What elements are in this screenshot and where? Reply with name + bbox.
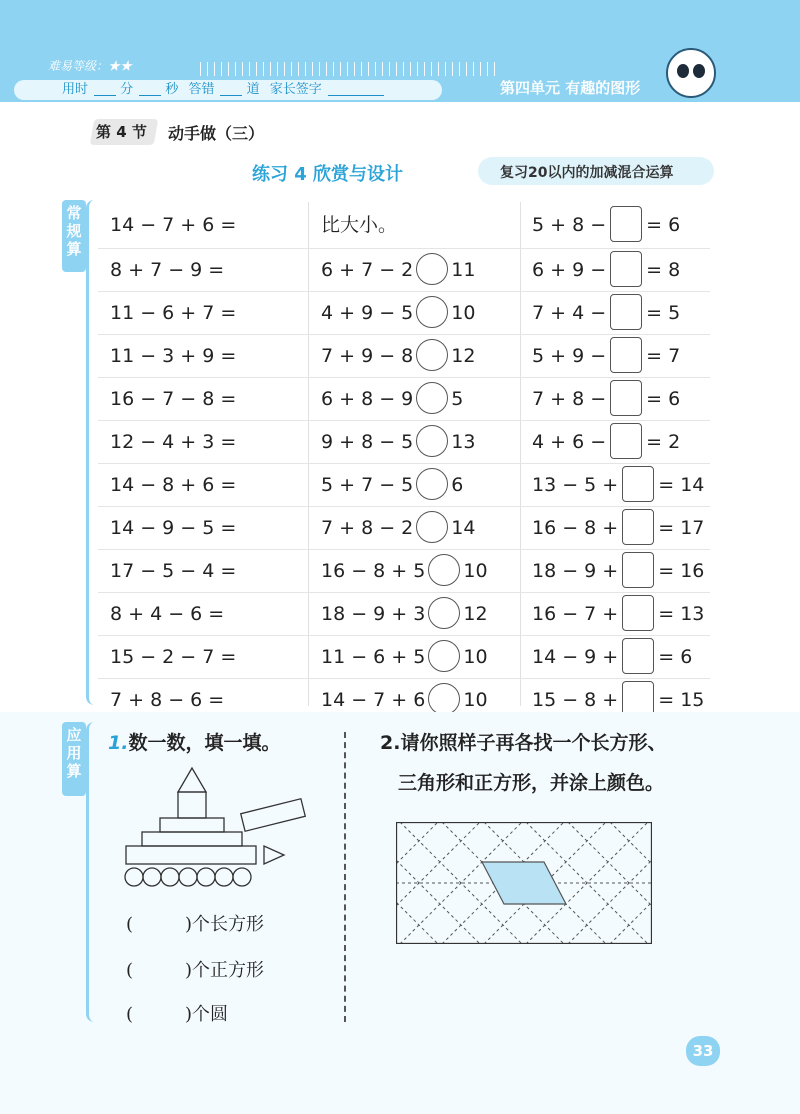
- tank-wheel: [161, 868, 179, 886]
- tank-wheel: [143, 868, 161, 886]
- tangram-grid[interactable]: [396, 822, 652, 944]
- question-1-number: 1.: [108, 732, 129, 754]
- compare-right: 12: [451, 345, 476, 367]
- count-open: (: [126, 914, 134, 935]
- wrong-blank[interactable]: [220, 83, 242, 96]
- count-circles[interactable]: [126, 1000, 228, 1026]
- fill-right: = 17: [658, 517, 705, 539]
- compare-right: 10: [463, 646, 488, 668]
- compare-left: 6 + 7 − 2: [321, 259, 414, 281]
- compare-left: 7 + 8 − 2: [321, 517, 414, 539]
- applied-char: 用: [66, 744, 82, 762]
- seconds-label: 秒: [165, 82, 179, 97]
- fill-left: 7 + 8 −: [532, 388, 607, 410]
- compare-left: 4 + 9 − 5: [321, 302, 414, 324]
- exercise-title: 练习 4 欣赏与设计: [252, 164, 404, 185]
- tank-rect: [142, 832, 242, 846]
- fill-left: 6 + 9 −: [532, 259, 607, 281]
- fill-right: = 15: [658, 689, 705, 711]
- table-row: [98, 464, 710, 507]
- tank-wheel: [233, 868, 251, 886]
- fill-left: 5 + 8 −: [532, 214, 607, 236]
- routine-char: 算: [66, 240, 82, 258]
- answer-box[interactable]: [610, 380, 642, 416]
- question-2-line2: 三角形和正方形，并涂上颜色。: [398, 772, 665, 794]
- minutes-label: 分: [120, 82, 134, 97]
- answer-box[interactable]: [622, 466, 654, 502]
- fill-left: 16 − 8 +: [532, 517, 619, 539]
- count-rectangles[interactable]: [126, 910, 264, 936]
- compare-left: 14 − 7 + 6: [321, 689, 426, 711]
- addsub-problem: 11 − 3 + 9 =: [110, 345, 237, 367]
- fill-left: 16 − 7 +: [532, 603, 619, 625]
- signature-label: 家长签字: [269, 82, 322, 97]
- compare-circle[interactable]: [416, 253, 448, 285]
- fill-box-problem: [532, 249, 680, 291]
- addsub-problem: 11 − 6 + 7 =: [110, 302, 237, 324]
- compare-circle[interactable]: [416, 339, 448, 371]
- compare-right: 12: [463, 603, 488, 625]
- fill-right: = 6: [658, 646, 693, 668]
- fill-box-problem: [532, 292, 680, 334]
- fill-box-problem: [532, 507, 704, 549]
- tank-rect: [126, 846, 256, 864]
- section-name: 动手做（三）: [168, 124, 265, 143]
- table-row: [98, 507, 710, 550]
- count-open: (: [126, 1004, 134, 1025]
- table-row: [98, 421, 710, 464]
- page-number: 33: [686, 1036, 720, 1066]
- question-1-text: 数一数，填一填。: [128, 732, 281, 754]
- answer-box[interactable]: [610, 423, 642, 459]
- compare-right: 10: [463, 560, 488, 582]
- fill-right: = 13: [658, 603, 705, 625]
- seconds-blank[interactable]: [139, 83, 161, 96]
- tank-wheel: [125, 868, 143, 886]
- compare-right: 14: [451, 517, 476, 539]
- tank-triangle-side: [264, 846, 284, 864]
- table-row: [98, 593, 710, 636]
- fill-left: 15 − 8 +: [532, 689, 619, 711]
- compare-problem: [321, 464, 463, 506]
- routine-label: [62, 200, 86, 272]
- fill-box-problem: [532, 421, 680, 463]
- calc-table: [98, 202, 710, 722]
- answer-box[interactable]: [622, 638, 654, 674]
- fill-right: = 5: [646, 302, 681, 324]
- fill-left: 5 + 9 −: [532, 345, 607, 367]
- fill-right: = 14: [658, 474, 705, 496]
- difficulty-level: 难易等级：★★: [48, 59, 133, 73]
- tank-wheel: [179, 868, 197, 886]
- fill-left: 13 − 5 +: [532, 474, 619, 496]
- compare-problem: [321, 292, 475, 334]
- count-open: (: [126, 960, 134, 981]
- compare-circle[interactable]: [416, 296, 448, 328]
- question-1: [108, 728, 280, 755]
- applied-char: 应: [66, 726, 82, 744]
- section-number: 第 4 节: [96, 123, 147, 141]
- fill-right: = 8: [646, 259, 681, 281]
- compare-circle[interactable]: [416, 382, 448, 414]
- compare-problem: [321, 421, 475, 463]
- tank-wheel: [215, 868, 233, 886]
- applied-bracket: [86, 722, 99, 1022]
- mascot-icon: [666, 48, 716, 98]
- questions-label: 道: [246, 82, 260, 97]
- fill-box-problem: [532, 335, 680, 377]
- signature-blank[interactable]: [328, 83, 384, 96]
- ruler-decoration: [200, 62, 500, 76]
- compare-circle[interactable]: [428, 554, 460, 586]
- tank-triangle-top: [178, 768, 206, 792]
- addsub-problem: 17 − 5 − 4 =: [110, 560, 237, 582]
- answer-box[interactable]: [610, 337, 642, 373]
- addsub-problem: 12 − 4 + 3 =: [110, 431, 237, 453]
- tank-figure: [120, 766, 320, 892]
- compare-circle[interactable]: [416, 511, 448, 543]
- compare-left: 18 − 9 + 3: [321, 603, 426, 625]
- fill-left: 4 + 6 −: [532, 431, 607, 453]
- table-row: [98, 550, 710, 593]
- answer-box[interactable]: [610, 251, 642, 287]
- answer-box[interactable]: [622, 552, 654, 588]
- addsub-problem: 8 + 7 − 9 =: [110, 259, 225, 281]
- compare-circle[interactable]: [428, 640, 460, 672]
- fill-right: = 7: [646, 345, 681, 367]
- meta-fields: [62, 80, 384, 100]
- table-row: [98, 202, 710, 249]
- compare-circle[interactable]: [428, 597, 460, 629]
- wrong-label: 答错: [188, 82, 215, 97]
- compare-problem: [321, 507, 475, 549]
- question-2-line1: 请你照样子再各找一个长方形、: [400, 732, 667, 754]
- compare-left: 6 + 8 − 9: [321, 388, 414, 410]
- compare-left: 5 + 7 − 5: [321, 474, 414, 496]
- compare-right: 10: [451, 302, 476, 324]
- table-row: [98, 292, 710, 335]
- fill-right: = 6: [646, 214, 681, 236]
- fill-right: = 2: [646, 431, 681, 453]
- tank-barrel-rect: [241, 799, 306, 831]
- dashed-divider: [344, 732, 346, 1022]
- compare-circle[interactable]: [428, 683, 460, 715]
- compare-problem: [321, 378, 463, 420]
- compare-problem: [321, 249, 475, 291]
- compare-right: 11: [451, 259, 476, 281]
- addsub-problem: 14 − 7 + 6 =: [110, 214, 237, 236]
- tank-square: [178, 792, 206, 818]
- grid-diagonal-line: [568, 822, 652, 944]
- compare-problem: [321, 335, 475, 377]
- review-topic: 复习20以内的加减混合运算: [500, 165, 674, 181]
- answer-box[interactable]: [622, 509, 654, 545]
- answer-box[interactable]: [610, 294, 642, 330]
- grid-diagonal-line: [568, 822, 652, 944]
- time-used-label: 用时: [62, 82, 89, 97]
- addsub-problem: 14 − 8 + 6 =: [110, 474, 237, 496]
- addsub-problem: 16 − 7 − 8 =: [110, 388, 237, 410]
- tank-wheel: [197, 868, 215, 886]
- compare-title: 比大小。: [321, 214, 398, 236]
- time-blank[interactable]: [94, 83, 116, 96]
- table-row: [98, 249, 710, 292]
- table-row: [98, 636, 710, 679]
- addsub-problem: 7 + 8 − 6 =: [110, 689, 225, 711]
- compare-problem: [321, 636, 488, 678]
- routine-char: 规: [66, 222, 82, 240]
- compare-problem: [321, 593, 488, 635]
- compare-circle[interactable]: [416, 425, 448, 457]
- compare-left: 11 − 6 + 5: [321, 646, 426, 668]
- compare-right: 5: [451, 388, 464, 410]
- table-row: [98, 335, 710, 378]
- compare-left: 9 + 8 − 5: [321, 431, 414, 453]
- addsub-problem: 8 + 4 − 6 =: [110, 603, 225, 625]
- table-row: [98, 378, 710, 421]
- compare-left: 16 − 8 + 5: [321, 560, 426, 582]
- count-circle-label: )个圆: [185, 1004, 229, 1025]
- compare-right: 13: [451, 431, 476, 453]
- unit-title: 第四单元 有趣的图形: [500, 79, 641, 97]
- addsub-problem: 14 − 9 − 5 =: [110, 517, 237, 539]
- fill-right: = 16: [658, 560, 705, 582]
- fill-box-problem: [532, 550, 704, 592]
- compare-left: 7 + 9 − 8: [321, 345, 414, 367]
- count-rect-label: )个长方形: [185, 914, 265, 935]
- fill-left: 7 + 4 −: [532, 302, 607, 324]
- compare-circle[interactable]: [416, 468, 448, 500]
- fill-box-problem: [532, 593, 704, 635]
- compare-right: 10: [463, 689, 488, 711]
- fill-left: 14 − 9 +: [532, 646, 619, 668]
- tank-rect: [160, 818, 224, 832]
- fill-box-problem: [532, 378, 680, 420]
- answer-box[interactable]: [610, 206, 642, 242]
- example-parallelogram: [482, 862, 566, 904]
- compare-right: 6: [451, 474, 464, 496]
- fill-box-problem: [532, 202, 680, 248]
- count-square-label: )个正方形: [185, 960, 265, 981]
- question-2-number: 2.: [380, 732, 401, 754]
- answer-box[interactable]: [622, 595, 654, 631]
- fill-box-problem: [532, 636, 692, 678]
- fill-left: 18 − 9 +: [532, 560, 619, 582]
- addsub-problem: 15 − 2 − 7 =: [110, 646, 237, 668]
- compare-problem: [321, 550, 488, 592]
- fill-box-problem: [532, 464, 704, 506]
- routine-char: 常: [66, 204, 82, 222]
- fill-right: = 6: [646, 388, 681, 410]
- applied-label: [62, 722, 86, 796]
- question-2: [380, 728, 666, 755]
- applied-char: 算: [66, 762, 82, 780]
- count-squares[interactable]: [126, 956, 264, 982]
